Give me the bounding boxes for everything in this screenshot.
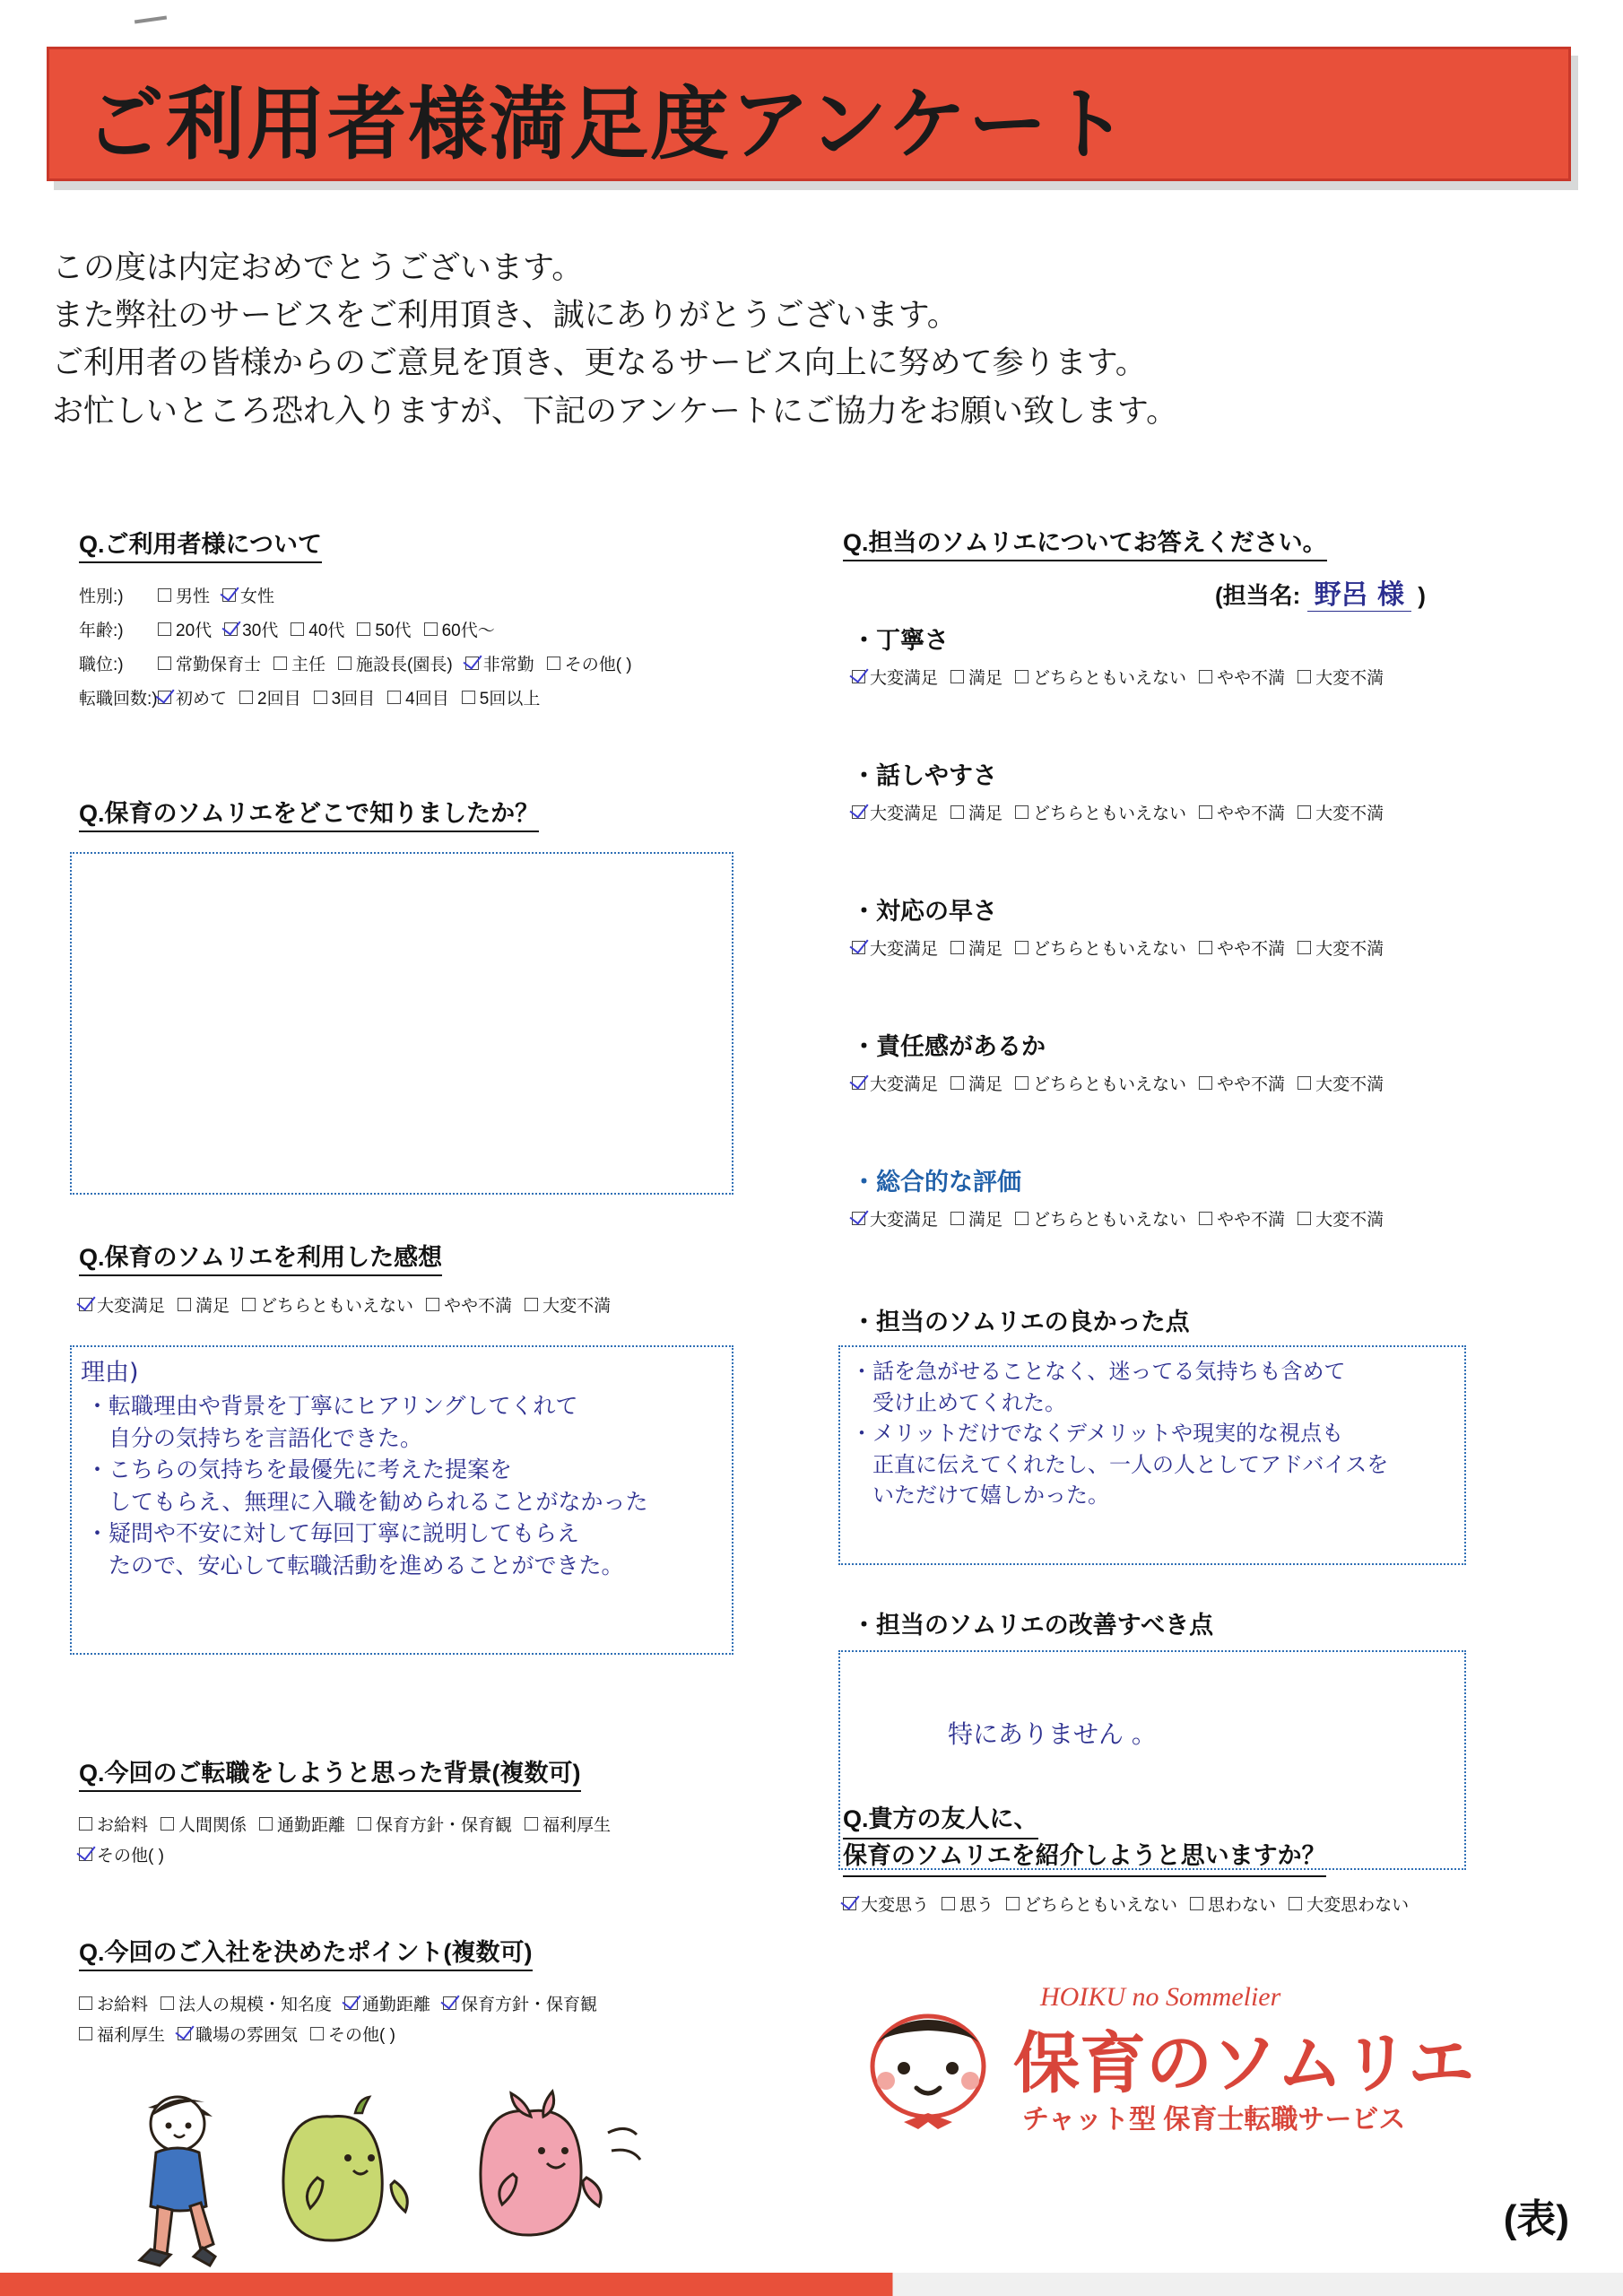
good-points-box[interactable] xyxy=(838,1345,1466,1565)
checkbox-icon[interactable] xyxy=(310,2027,324,2040)
checkbox-checked-icon[interactable] xyxy=(224,622,238,636)
checkbox-icon[interactable] xyxy=(525,1298,538,1311)
checkbox-icon[interactable] xyxy=(1015,941,1028,954)
position-label: 職位:) xyxy=(79,656,124,674)
position-option-parttime[interactable] xyxy=(465,651,534,675)
gender-option-male[interactable] xyxy=(158,583,210,607)
checkbox-checked-icon[interactable] xyxy=(79,1848,92,1861)
referral-option-no[interactable] xyxy=(1190,1892,1276,1916)
reason-line-1: ・転職理由や背景を丁寧にヒアリングしてくれて xyxy=(86,1393,578,1419)
section-where-heard xyxy=(79,794,539,832)
option-label: 2回目 xyxy=(257,690,301,709)
background-option-other[interactable] xyxy=(79,1842,164,1866)
rating-label: ・責任感があるか xyxy=(852,1033,1046,1060)
age-option-40s[interactable] xyxy=(291,617,344,641)
option-label: 法人の規模・知名度 xyxy=(178,1996,333,2014)
option-label: やや不満 xyxy=(1217,804,1286,823)
checkbox-icon[interactable] xyxy=(79,2027,92,2040)
option-label: 通勤距離 xyxy=(277,1816,346,1835)
checkbox-icon[interactable] xyxy=(358,1817,371,1831)
rating-label: ・対応の早さ xyxy=(852,898,997,925)
checkbox-icon[interactable] xyxy=(357,622,370,636)
jobchange-option-5plus[interactable] xyxy=(462,685,541,709)
checkbox-icon[interactable] xyxy=(525,1817,538,1831)
rating-option-satisfied[interactable] xyxy=(950,1071,1002,1095)
option-label: 非常勤 xyxy=(482,656,534,674)
background-option-commute[interactable] xyxy=(259,1812,345,1836)
section-sommelier xyxy=(843,523,1327,561)
impression-option-very-satisfied[interactable] xyxy=(79,1292,165,1317)
intro-line-4: お忙しいところ恐れ入りますが、下記のアンケートにご協力をお願い致します。 xyxy=(52,393,1178,429)
reason-line-3: ・こちらの気持ちを最優先に考えた提案を xyxy=(86,1457,513,1483)
age-option-50s[interactable] xyxy=(357,617,411,641)
checkbox-icon[interactable] xyxy=(547,657,560,670)
checkbox-checked-icon[interactable] xyxy=(222,588,236,602)
background-option-benefits[interactable] xyxy=(525,1812,611,1836)
jobchange-option-first[interactable] xyxy=(158,685,227,709)
checkbox-icon[interactable] xyxy=(273,657,287,670)
referral-option-neutral[interactable] xyxy=(1006,1892,1177,1916)
option-label: 大変満足 xyxy=(870,1075,939,1094)
checkbox-icon[interactable] xyxy=(950,1212,964,1225)
rating-option-very-dissatisfied[interactable] xyxy=(1298,1071,1384,1095)
decision-option-scale[interactable] xyxy=(161,1991,332,2015)
rating-option-satisfied[interactable] xyxy=(950,800,1002,824)
section-impression xyxy=(79,1238,623,1317)
option-label: 満足 xyxy=(968,669,1003,688)
checkbox-icon[interactable] xyxy=(1199,941,1212,954)
checkbox-icon[interactable] xyxy=(161,1817,174,1831)
impression-option-very-dissatisfied[interactable] xyxy=(525,1292,611,1317)
rating-option-very-satisfied[interactable] xyxy=(852,665,938,689)
checkbox-icon[interactable] xyxy=(178,1298,191,1311)
logo-sub-text: チャット型 保育士転職サービス xyxy=(1022,2105,1406,2135)
section-improve-points xyxy=(852,1605,1213,1640)
rating-item-response-speed xyxy=(852,891,1396,960)
decision-option-policy[interactable] xyxy=(443,1991,597,2015)
reason-line-4: してもらえ、無理に入職を勧められることがなかった xyxy=(86,1488,648,1515)
option-label: 4回目 xyxy=(405,690,449,709)
checkbox-icon[interactable] xyxy=(1289,1897,1302,1910)
option-label: 保育方針・保育観 xyxy=(461,1996,598,2014)
checkbox-icon[interactable] xyxy=(950,805,964,819)
rating-option-very-satisfied[interactable] xyxy=(852,1071,938,1095)
checkbox-icon[interactable] xyxy=(161,1996,174,2010)
sommelier-heading: Q.担当のソムリエについてお答えください。 xyxy=(843,523,1327,561)
checkbox-icon[interactable] xyxy=(387,691,401,704)
footer-accent-bar xyxy=(0,2273,1623,2296)
rating-option-somewhat-dissatisfied[interactable] xyxy=(1199,935,1285,960)
gender-option-female[interactable] xyxy=(222,583,274,607)
section-background xyxy=(79,1753,623,1866)
checkbox-icon[interactable] xyxy=(239,691,253,704)
rating-option-very-dissatisfied[interactable] xyxy=(1298,935,1384,960)
option-label: 福利厚生 xyxy=(97,2026,166,2045)
checkbox-icon[interactable] xyxy=(242,1298,256,1311)
option-label: 福利厚生 xyxy=(542,1816,612,1835)
option-label: その他( ) xyxy=(97,1847,164,1866)
option-label: 大変不満 xyxy=(1315,1075,1384,1094)
checkbox-icon[interactable] xyxy=(158,588,171,602)
checkbox-icon[interactable] xyxy=(1199,1212,1212,1225)
checkbox-icon[interactable] xyxy=(1298,1076,1311,1090)
checkbox-checked-icon[interactable] xyxy=(852,805,865,819)
background-option-salary[interactable] xyxy=(79,1812,148,1836)
sommelier-name-value: 野呂 様 xyxy=(1307,579,1411,612)
option-label: 大変不満 xyxy=(1315,1211,1384,1230)
section-decision xyxy=(79,1933,610,2046)
rating-option-very-dissatisfied[interactable] xyxy=(1298,1206,1384,1231)
sommelier-name-label: (担当名: xyxy=(1215,582,1301,609)
checkbox-icon[interactable] xyxy=(79,1996,92,2010)
option-label: その他( ) xyxy=(328,2026,395,2045)
checkbox-checked-icon[interactable] xyxy=(852,941,865,954)
user-about-heading: Q.ご利用者様について xyxy=(79,525,322,563)
checkbox-icon[interactable] xyxy=(950,1076,964,1090)
checkbox-icon[interactable] xyxy=(259,1817,273,1831)
option-label: 満足 xyxy=(968,1075,1003,1094)
section-good-points xyxy=(852,1302,1190,1337)
option-label: やや不満 xyxy=(1217,1075,1286,1094)
good-points-line-3: ・メリットだけでなくデメリットや現実的な視点も xyxy=(851,1421,1344,1447)
rating-option-very-dissatisfied[interactable] xyxy=(1298,665,1384,689)
stray-mark-icon xyxy=(135,16,167,24)
where-heard-answer-box[interactable] xyxy=(70,852,733,1195)
good-points-line-1: ・話を急がせることなく、迷ってる気持ちも含めて xyxy=(851,1359,1346,1384)
jobchange-option-3[interactable] xyxy=(314,685,376,709)
option-label: 満足 xyxy=(968,940,1003,959)
position-option-fulltime[interactable] xyxy=(158,651,261,675)
option-label: 大変満足 xyxy=(870,804,939,823)
rating-label: ・丁寧さ xyxy=(852,627,949,654)
background-heading: Q.今回のご転職をしようと思った背景(複数可) xyxy=(79,1753,581,1792)
jobchange-option-4[interactable] xyxy=(387,685,449,709)
section-referral xyxy=(843,1803,1421,1916)
option-label: どちらともいえない xyxy=(1033,940,1187,959)
option-label: どちらともいえない xyxy=(1033,1075,1187,1094)
intro-paragraph xyxy=(52,244,1558,435)
impression-option-neutral[interactable] xyxy=(242,1292,413,1317)
rating-item-politeness xyxy=(852,621,1396,689)
title-banner xyxy=(47,47,1575,190)
option-label: どちらともいえない xyxy=(1033,669,1187,688)
rating-option-somewhat-dissatisfied[interactable] xyxy=(1199,1206,1285,1231)
jobchange-option-2[interactable] xyxy=(239,685,301,709)
section-user-about xyxy=(79,525,645,709)
rating-item-approachability xyxy=(852,756,1396,824)
checkbox-icon[interactable] xyxy=(1298,1212,1311,1225)
age-option-60s[interactable] xyxy=(424,617,495,641)
rating-label: ・話しやすさ xyxy=(852,762,997,789)
checkbox-icon[interactable] xyxy=(1199,670,1212,683)
option-label: 施設長(園長) xyxy=(356,656,453,674)
checkbox-icon[interactable] xyxy=(1015,1212,1028,1225)
checkbox-checked-icon[interactable] xyxy=(178,2027,191,2040)
rating-option-very-satisfied[interactable] xyxy=(852,1206,938,1231)
brand-logo xyxy=(843,1982,1551,2188)
rating-option-neutral[interactable] xyxy=(1015,1206,1186,1231)
rating-option-very-dissatisfied[interactable] xyxy=(1298,800,1384,824)
option-label: 保育方針・保育観 xyxy=(376,1816,513,1835)
option-label: 30代 xyxy=(242,622,279,640)
checkbox-checked-icon[interactable] xyxy=(465,657,479,670)
checkbox-icon[interactable] xyxy=(1298,805,1311,819)
gender-label: 性別:) xyxy=(79,587,124,606)
checkbox-icon[interactable] xyxy=(1015,1076,1028,1090)
option-label: 大変満足 xyxy=(870,1211,939,1230)
age-label: 年齢:) xyxy=(79,622,124,640)
rating-item-overall xyxy=(852,1162,1396,1231)
checkbox-icon[interactable] xyxy=(79,1817,92,1831)
checkbox-icon[interactable] xyxy=(950,941,964,954)
checkbox-icon[interactable] xyxy=(426,1298,439,1311)
option-label: 主任 xyxy=(291,656,326,674)
page-title: ご利用者様満足度アンケート xyxy=(85,80,1130,169)
decision-option-other[interactable] xyxy=(310,2022,395,2046)
option-label: 人間関係 xyxy=(178,1816,247,1835)
checkbox-icon[interactable] xyxy=(1015,805,1028,819)
option-label: やや不満 xyxy=(444,1297,513,1316)
option-label: どちらともいえない xyxy=(1033,804,1187,823)
option-label: 満足 xyxy=(968,804,1003,823)
option-label: 5回以上 xyxy=(479,690,541,709)
where-heard-heading: Q.保育のソムリエをどこで知りましたか？ xyxy=(79,794,539,832)
checkbox-icon[interactable] xyxy=(314,691,327,704)
referral-heading-line1: Q.貴方の友人に、 xyxy=(843,1803,1038,1839)
option-label: 大変不満 xyxy=(1315,804,1384,823)
impression-heading: Q.保育のソムリエを利用した感想 xyxy=(79,1238,442,1276)
checkbox-checked-icon[interactable] xyxy=(443,1996,456,2010)
banner-box xyxy=(47,47,1571,181)
checkbox-icon[interactable] xyxy=(1190,1897,1203,1910)
option-label: 大変満足 xyxy=(97,1297,166,1316)
age-option-30s[interactable] xyxy=(224,617,278,641)
impression-option-satisfied[interactable] xyxy=(178,1292,230,1317)
age-option-20s[interactable] xyxy=(158,617,212,641)
intro-line-2: また弊社のサービスをご利用頂き、誠にありがとうございます。 xyxy=(52,298,959,334)
checkbox-checked-icon[interactable] xyxy=(852,670,865,683)
option-label: 3回目 xyxy=(331,690,376,709)
improve-points-heading: ・担当のソムリエの改善すべき点 xyxy=(852,1612,1214,1639)
option-label: やや不満 xyxy=(1217,940,1286,959)
impression-reason-box[interactable] xyxy=(70,1345,733,1655)
checkbox-checked-icon[interactable] xyxy=(79,1298,92,1311)
option-label: 大変不満 xyxy=(1315,669,1384,688)
intro-line-3: ご利用者の皆様からのご意見を頂き、更なるサービス向上に努めて参ります。 xyxy=(52,345,1147,381)
sommelier-name-field[interactable] xyxy=(1215,572,1426,612)
option-label: 大変満足 xyxy=(870,940,939,959)
position-option-other[interactable] xyxy=(547,651,632,675)
option-label: どちらともいえない xyxy=(260,1297,414,1316)
impression-option-somewhat-dissatisfied[interactable] xyxy=(426,1292,512,1317)
checkbox-icon[interactable] xyxy=(158,657,171,670)
where-heard-answer xyxy=(72,854,732,883)
decision-option-benefits[interactable] xyxy=(79,2022,165,2046)
checkbox-icon[interactable] xyxy=(291,622,304,636)
checkbox-icon[interactable] xyxy=(424,622,438,636)
option-label: 男性 xyxy=(176,587,211,606)
rating-option-very-satisfied[interactable] xyxy=(852,800,938,824)
position-option-chief[interactable] xyxy=(273,651,325,675)
referral-option-yes[interactable] xyxy=(942,1892,994,1916)
checkbox-icon[interactable] xyxy=(338,657,352,670)
checkbox-icon[interactable] xyxy=(942,1897,955,1910)
option-label: 満足 xyxy=(195,1297,230,1316)
decision-option-commute[interactable] xyxy=(344,1991,430,2015)
checkbox-checked-icon[interactable] xyxy=(852,1076,865,1090)
option-label: どちらともいえない xyxy=(1033,1211,1187,1230)
option-label: 60代〜 xyxy=(441,622,495,640)
option-label: 大変不満 xyxy=(1315,940,1384,959)
intro-line-1: この度は内定おめでとうございます。 xyxy=(52,250,584,285)
checkbox-icon[interactable] xyxy=(1015,670,1028,683)
rating-option-satisfied[interactable] xyxy=(950,935,1002,960)
option-label: どちらともいえない xyxy=(1024,1895,1178,1915)
decision-heading: Q.今回のご入社を決めたポイント(複数可) xyxy=(79,1933,533,1971)
option-label: 思わない xyxy=(1208,1895,1277,1915)
option-label: 通勤距離 xyxy=(362,1996,431,2014)
good-points-line-5: いただけて嬉しかった。 xyxy=(851,1483,1109,1509)
checkbox-checked-icon[interactable] xyxy=(852,1212,865,1225)
sommelier-name-close: ) xyxy=(1418,582,1426,609)
checkbox-checked-icon[interactable] xyxy=(344,1996,358,2010)
checkbox-icon[interactable] xyxy=(1199,1076,1212,1090)
logo-script-text: HOIKU no Sommelier xyxy=(1040,1982,1281,2012)
option-label: 大変満足 xyxy=(870,669,939,688)
referral-option-strongly-no[interactable] xyxy=(1289,1892,1409,1916)
page-side-mark: (表) xyxy=(1503,2197,1569,2241)
background-option-relations[interactable] xyxy=(161,1812,247,1836)
option-label: 大変思う xyxy=(861,1895,930,1915)
option-label: やや不満 xyxy=(1217,669,1286,688)
background-option-policy[interactable] xyxy=(358,1812,512,1836)
position-option-director[interactable] xyxy=(338,651,453,675)
rating-option-satisfied[interactable] xyxy=(950,665,1002,689)
rating-option-neutral[interactable] xyxy=(1015,1071,1186,1095)
rating-option-neutral[interactable] xyxy=(1015,935,1186,960)
option-label: お給料 xyxy=(97,1996,149,2014)
rating-option-somewhat-dissatisfied[interactable] xyxy=(1199,665,1285,689)
logo-main-text: 保育のソムリエ xyxy=(1013,2026,1475,2100)
option-label: 40代 xyxy=(308,622,345,640)
mascot-face-icon xyxy=(852,2004,1004,2138)
checkbox-icon[interactable] xyxy=(1199,805,1212,819)
good-points-line-2: 受け止めてくれた。 xyxy=(851,1389,1066,1415)
option-label: その他( ) xyxy=(564,656,632,674)
improve-points-line-1: 特にありません 。 xyxy=(948,1719,1157,1749)
rating-item-responsibility xyxy=(852,1027,1396,1095)
option-label: 思う xyxy=(959,1895,994,1915)
option-label: やや不満 xyxy=(1217,1211,1286,1230)
option-label: 初めて xyxy=(176,690,228,709)
option-label: 職場の雰囲気 xyxy=(195,2026,299,2045)
impression-reason-label: 理由) xyxy=(81,1359,139,1387)
option-label: 満足 xyxy=(968,1211,1003,1230)
good-points-heading: ・担当のソムリエの良かった点 xyxy=(852,1309,1190,1335)
rating-option-somewhat-dissatisfied[interactable] xyxy=(1199,800,1285,824)
rating-option-very-satisfied[interactable] xyxy=(852,935,938,960)
option-label: 常勤保育士 xyxy=(176,656,262,674)
option-label: 20代 xyxy=(176,622,213,640)
checkbox-checked-icon[interactable] xyxy=(158,691,171,704)
option-label: 大変思わない xyxy=(1306,1895,1410,1915)
option-label: 50代 xyxy=(375,622,412,640)
checkbox-icon[interactable] xyxy=(462,691,475,704)
decision-option-salary[interactable] xyxy=(79,1991,148,2015)
rating-option-neutral[interactable] xyxy=(1015,665,1186,689)
reason-line-2: 自分の気持ちを言語化できた。 xyxy=(86,1424,423,1451)
jobchange-label: 転職回数:) xyxy=(79,690,158,709)
option-label: 女性 xyxy=(240,587,275,606)
rating-option-neutral[interactable] xyxy=(1015,800,1186,824)
reason-line-6: たので、安心して転職活動を進めることができた。 xyxy=(86,1552,624,1578)
option-label: 大変不満 xyxy=(542,1297,612,1316)
checkbox-icon[interactable] xyxy=(1006,1897,1020,1910)
reason-line-5: ・疑問や不安に対して毎回丁寧に説明してもらえ xyxy=(86,1520,580,1546)
good-points-line-4: 正直に伝えてくれたし、一人の人としてアドバイスを xyxy=(851,1451,1389,1477)
rating-option-somewhat-dissatisfied[interactable] xyxy=(1199,1071,1285,1095)
checkbox-checked-icon[interactable] xyxy=(843,1897,856,1910)
checkbox-icon[interactable] xyxy=(1298,941,1311,954)
checkbox-icon[interactable] xyxy=(950,670,964,683)
checkbox-icon[interactable] xyxy=(1298,670,1311,683)
option-label: お給料 xyxy=(97,1816,149,1835)
mascot-illustrations xyxy=(63,2081,708,2269)
checkbox-icon[interactable] xyxy=(158,622,171,636)
referral-option-strongly-yes[interactable] xyxy=(843,1892,929,1916)
decision-option-atmosphere[interactable] xyxy=(178,2022,298,2046)
rating-option-satisfied[interactable] xyxy=(950,1206,1002,1231)
referral-heading-line2: 保育のソムリエを紹介しようと思いますか？ xyxy=(843,1839,1326,1876)
rating-label: ・総合的な評価 xyxy=(852,1169,1021,1196)
